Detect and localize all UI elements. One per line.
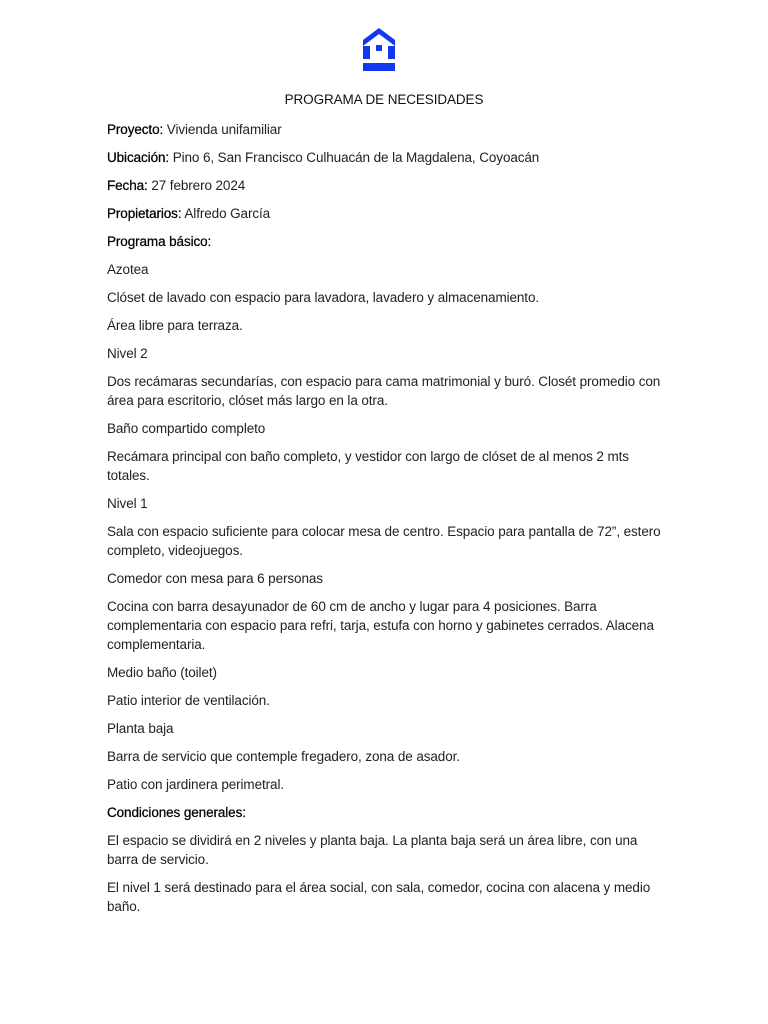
section-heading-condiciones: Condiciones generales: (107, 805, 246, 820)
field-value: Alfredo García (184, 206, 271, 221)
field-label: Propietarios: (107, 206, 182, 221)
field-value: Pino 6, San Francisco Culhuacán de la Magdalena, Coyoacán (172, 150, 540, 165)
field-label: Fecha: (107, 178, 148, 193)
list-item: Patio interior de ventilación. (107, 693, 270, 708)
list-item: El nivel 1 será destinado para el área social, con sala, comedor, cocina con alacena y medio baño. (107, 880, 651, 914)
logo-roof (363, 28, 395, 46)
house-logo-icon (362, 27, 396, 72)
field-proyecto (107, 120, 667, 148)
section-heading-programa: Programa básico: (107, 234, 212, 249)
list-item: Área libre para terraza. (107, 318, 243, 333)
field-value: Vivienda unifamiliar (166, 122, 282, 137)
logo-window (376, 45, 382, 51)
page-title: PROGRAMA DE NECESIDADES (284, 92, 484, 107)
field-fecha (107, 176, 667, 204)
list-item: Recámara principal con baño completo, y vestidor con largo de clóset de al menos 2 mts totales. (107, 449, 629, 483)
list-item: Dos recámaras secundarías, con espacio para cama matrimonial y buró. Closét promedio con área para escritorio, clóset más largo en la otra. (107, 374, 661, 408)
logo-left-wall (363, 46, 370, 59)
list-item: Nivel 1 (107, 496, 148, 511)
logo-right-wall (388, 46, 395, 59)
list-item: Medio baño (toilet) (107, 665, 217, 680)
list-item: Sala con espacio suficiente para colocar mesa de centro. Espacio para pantalla de 72”, estero completo, videojuegos. (107, 524, 661, 558)
field-label: Ubicación: (107, 150, 170, 165)
list-item: Cocina con barra desayunador de 60 cm de ancho y lugar para 4 posiciones. Barra complementaria con espacio para refri, tarja, estufa con horno y gabinetes cerrados. Alacena complementaria. (107, 599, 654, 652)
list-item: Barra de servicio que contemple fregadero, zona de asador. (107, 749, 460, 764)
list-item: El espacio se dividirá en 2 niveles y planta baja. La planta baja será un área libre, con una barra de servicio. (107, 833, 638, 867)
document-body (107, 120, 667, 925)
logo-base (363, 63, 395, 71)
field-propietarios (107, 204, 667, 232)
list-item: Azotea (107, 262, 149, 277)
list-item: Nivel 2 (107, 346, 148, 361)
list-item: Comedor con mesa para 6 personas (107, 571, 323, 586)
field-ubicacion (107, 148, 667, 176)
field-label: Proyecto: (107, 122, 164, 137)
list-item: Planta baja (107, 721, 174, 736)
list-item: Patio con jardinera perimetral. (107, 777, 284, 792)
field-value: 27 febrero 2024 (151, 178, 246, 193)
list-item: Clóset de lavado con espacio para lavadora, lavadero y almacenamiento. (107, 290, 540, 305)
list-item: Baño compartido completo (107, 421, 266, 436)
